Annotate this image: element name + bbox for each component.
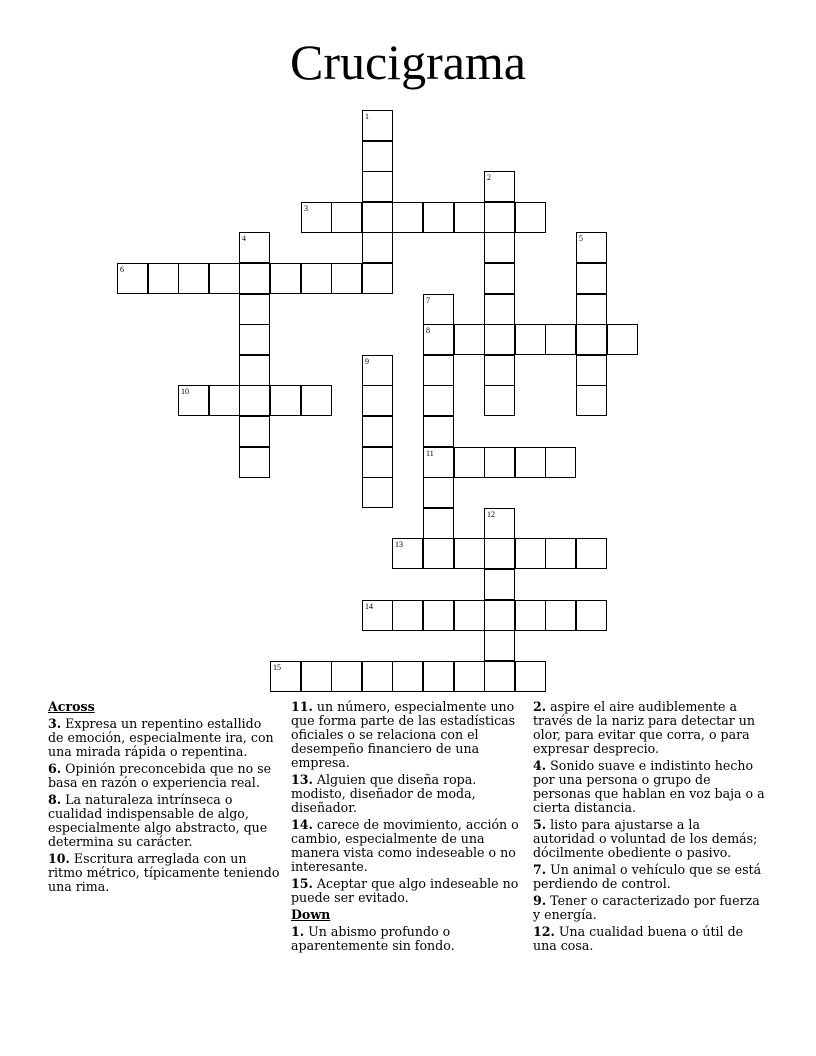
- grid-cell[interactable]: [301, 385, 332, 416]
- grid-cell[interactable]: [423, 477, 454, 508]
- grid-cell[interactable]: [392, 661, 423, 692]
- grid-cell[interactable]: [362, 171, 393, 202]
- grid-cell[interactable]: [454, 447, 485, 478]
- grid-cell[interactable]: [423, 538, 454, 569]
- clue-column-3: [533, 700, 765, 956]
- grid-cell[interactable]: [209, 263, 240, 294]
- clue-text: listo para ajustarse a la autoridad o voluntad de los demás; dócilmente obediente o pasivo.: [533, 817, 758, 860]
- clue-number: 9.: [533, 893, 547, 908]
- clue-text: La naturaleza intrínseca o cualidad indispensable de algo, especialmente algo abstracto, que determina su carácter.: [48, 792, 268, 849]
- clue-text: Tener o caracterizado por fuerza y energía.: [533, 893, 760, 922]
- grid-cell[interactable]: [392, 202, 423, 233]
- cell-number: 6: [120, 265, 124, 274]
- grid-cell[interactable]: [331, 202, 362, 233]
- clue-text: Una cualidad buena o útil de una cosa.: [533, 924, 744, 953]
- cell-number: 5: [579, 234, 583, 243]
- cell-number: 15: [273, 663, 281, 672]
- clue-text: un número, especialmente uno que forma parte de las estadísticas oficiales o se relaciona con el desempeño financiero de una empresa.: [291, 699, 516, 770]
- grid-cell[interactable]: [362, 416, 393, 447]
- grid-cell[interactable]: [515, 202, 546, 233]
- grid-cell[interactable]: [576, 232, 607, 263]
- clue-item: [48, 793, 280, 849]
- grid-cell[interactable]: [239, 416, 270, 447]
- clue-text: Opinión preconcebida que no se basa en razón o experiencia real.: [48, 761, 272, 790]
- clue-text: Alguien que diseña ropa. modisto, diseñador de moda, diseñador.: [291, 772, 477, 815]
- clue-text: aspire el aire audiblemente a través de la nariz para detectar un olor, para evitar que corra, o para expresar desprecio.: [533, 699, 755, 756]
- clue-item: [48, 852, 280, 894]
- grid-cell[interactable]: [484, 569, 515, 600]
- grid-cell[interactable]: [484, 263, 515, 294]
- clue-item: [533, 894, 765, 922]
- grid-cell[interactable]: [484, 355, 515, 386]
- clue-item: [291, 818, 519, 874]
- grid-cell[interactable]: [270, 263, 301, 294]
- grid-cell[interactable]: [362, 202, 393, 233]
- clue-number: 14.: [291, 817, 313, 832]
- grid-cell[interactable]: [423, 600, 454, 631]
- cell-number: 1: [365, 112, 369, 121]
- grid-cell[interactable]: [515, 661, 546, 692]
- clue-text: Expresa un repentino estallido de emoción, especialmente ira, con una mirada rápida o repentina.: [48, 716, 274, 759]
- grid-cell[interactable]: [362, 263, 393, 294]
- grid-cell[interactable]: [209, 385, 240, 416]
- grid-cell[interactable]: [362, 447, 393, 478]
- clue-number: 6.: [48, 761, 62, 776]
- grid-cell[interactable]: [484, 447, 515, 478]
- grid-cell[interactable]: [484, 661, 515, 692]
- grid-cell[interactable]: [239, 324, 270, 355]
- grid-cell[interactable]: [454, 202, 485, 233]
- grid-cell[interactable]: [117, 263, 148, 294]
- clue-number: 13.: [291, 772, 313, 787]
- section-heading-down: Down: [291, 907, 331, 922]
- grid-cell[interactable]: [362, 600, 393, 631]
- cell-number: 2: [487, 173, 491, 182]
- clue-item: [291, 877, 519, 905]
- grid-cell[interactable]: [362, 355, 393, 386]
- grid-cell[interactable]: [362, 232, 393, 263]
- cell-number: 10: [181, 387, 189, 396]
- grid-cell[interactable]: [545, 447, 576, 478]
- clue-text: carece de movimiento, acción o cambio, especialmente de una manera vista como indeseable o no interesante.: [291, 817, 519, 874]
- clue-number: 10.: [48, 851, 70, 866]
- grid-cell[interactable]: [515, 447, 546, 478]
- clue-item: [48, 717, 280, 759]
- grid-cell[interactable]: [301, 263, 332, 294]
- grid-cell[interactable]: [576, 538, 607, 569]
- cell-number: 8: [426, 326, 430, 335]
- grid-cell[interactable]: [545, 600, 576, 631]
- grid-cell[interactable]: [454, 324, 485, 355]
- grid-cell[interactable]: [576, 263, 607, 294]
- clue-number: 1.: [291, 924, 305, 939]
- clue-text: Aceptar que algo indeseable no puede ser evitado.: [291, 876, 519, 905]
- grid-cell[interactable]: [331, 263, 362, 294]
- grid-cell[interactable]: [239, 263, 270, 294]
- clue-item: [533, 818, 765, 860]
- cell-number: 11: [426, 449, 434, 458]
- clue-number: 11.: [291, 699, 313, 714]
- grid-cell[interactable]: [576, 355, 607, 386]
- grid-cell[interactable]: [484, 385, 515, 416]
- grid-cell[interactable]: [484, 294, 515, 325]
- grid-cell[interactable]: [270, 661, 301, 692]
- grid-cell[interactable]: [239, 232, 270, 263]
- clue-number: 7.: [533, 862, 547, 877]
- grid-cell[interactable]: [454, 661, 485, 692]
- clue-number: 8.: [48, 792, 62, 807]
- page-title: Crucigrama: [289, 34, 526, 90]
- cell-number: 7: [426, 296, 430, 305]
- clue-text: Escritura arreglada con un ritmo métrico, típicamente teniendo una rima.: [48, 851, 280, 894]
- grid-cell[interactable]: [515, 538, 546, 569]
- grid-cell[interactable]: [515, 324, 546, 355]
- clue-item: [533, 700, 765, 756]
- cell-number: 14: [365, 602, 373, 611]
- grid-cell[interactable]: [270, 385, 301, 416]
- clue-text: Sonido suave e indistinto hecho por una persona o grupo de personas que hablan en voz baja o a cierta distancia.: [533, 758, 765, 815]
- clue-item: [291, 700, 519, 770]
- grid-cell[interactable]: [607, 324, 638, 355]
- cell-number: 12: [487, 510, 495, 519]
- grid-cell[interactable]: [331, 661, 362, 692]
- grid-cell[interactable]: [576, 600, 607, 631]
- grid-cell[interactable]: [392, 600, 423, 631]
- clue-item: [533, 925, 765, 953]
- grid-cell[interactable]: [239, 355, 270, 386]
- clue-text: Un abismo profundo o aparentemente sin fondo.: [291, 924, 455, 953]
- cell-number: 4: [242, 234, 246, 243]
- grid-cell[interactable]: [484, 232, 515, 263]
- clue-item: [533, 759, 765, 815]
- section-heading-across: Across: [48, 699, 95, 714]
- clue-number: 2.: [533, 699, 547, 714]
- clue-item: [291, 773, 519, 815]
- grid-cell[interactable]: [362, 110, 393, 141]
- grid-cell[interactable]: [484, 600, 515, 631]
- grid-cell[interactable]: [239, 294, 270, 325]
- grid-cell[interactable]: [484, 171, 515, 202]
- clue-item: [533, 863, 765, 891]
- clue-number: 3.: [48, 716, 62, 731]
- grid-cell[interactable]: [423, 385, 454, 416]
- grid-cell[interactable]: [454, 538, 485, 569]
- grid-cell[interactable]: [515, 600, 546, 631]
- grid-cell[interactable]: [423, 508, 454, 539]
- grid-cell[interactable]: [148, 263, 179, 294]
- grid-cell[interactable]: [484, 630, 515, 661]
- grid-cell[interactable]: [423, 355, 454, 386]
- grid-cell[interactable]: [301, 661, 332, 692]
- cell-number: 13: [395, 540, 403, 549]
- grid-cell[interactable]: [545, 538, 576, 569]
- clue-column-2: [291, 700, 519, 956]
- clue-item: [48, 762, 280, 790]
- clue-number: 15.: [291, 876, 313, 891]
- clue-text: Un animal o vehículo que se está perdiendo de control.: [533, 862, 762, 891]
- grid-cell[interactable]: [239, 447, 270, 478]
- grid-cell[interactable]: [392, 538, 423, 569]
- grid-cell[interactable]: [423, 324, 454, 355]
- grid-cell[interactable]: [545, 324, 576, 355]
- clue-column-1: [48, 700, 280, 897]
- grid-cell[interactable]: [362, 661, 393, 692]
- clue-item: [291, 925, 519, 953]
- grid-cell[interactable]: [423, 661, 454, 692]
- grid-cell[interactable]: [362, 385, 393, 416]
- grid-cell[interactable]: [484, 202, 515, 233]
- grid-cell[interactable]: [362, 477, 393, 508]
- grid-cell[interactable]: [576, 294, 607, 325]
- clue-number: 12.: [533, 924, 555, 939]
- grid-cell[interactable]: [423, 447, 454, 478]
- clue-number: 4.: [533, 758, 547, 773]
- grid-cell[interactable]: [576, 385, 607, 416]
- grid-cell[interactable]: [178, 385, 209, 416]
- grid-cell[interactable]: [362, 141, 393, 172]
- grid-cell[interactable]: [301, 202, 332, 233]
- grid-cell[interactable]: [423, 416, 454, 447]
- grid-cell[interactable]: [423, 202, 454, 233]
- grid-cell[interactable]: [423, 294, 454, 325]
- grid-cell[interactable]: [454, 600, 485, 631]
- grid-cell[interactable]: [484, 508, 515, 539]
- grid-cell[interactable]: [239, 385, 270, 416]
- cell-number: 3: [304, 204, 308, 213]
- clue-number: 5.: [533, 817, 547, 832]
- grid-cell[interactable]: [484, 324, 515, 355]
- grid-cell[interactable]: [576, 324, 607, 355]
- grid-cell[interactable]: [178, 263, 209, 294]
- grid-cell[interactable]: [484, 538, 515, 569]
- cell-number: 9: [365, 357, 369, 366]
